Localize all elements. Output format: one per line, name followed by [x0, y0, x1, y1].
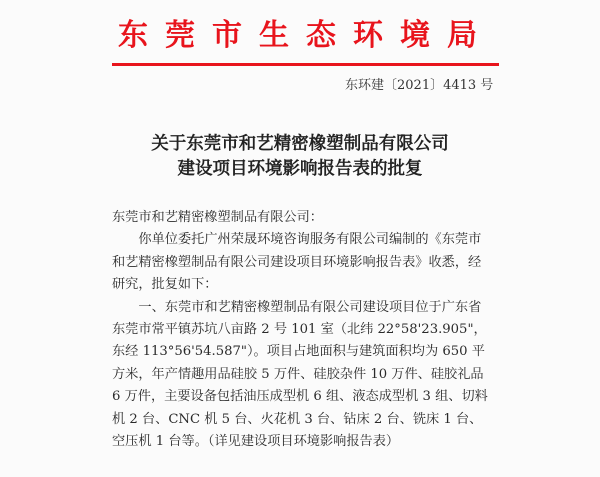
addressee: 东莞市和艺精密橡塑制品有限公司：	[112, 210, 323, 225]
title-line-2: 建设项目环境影响报告表的批复	[177, 159, 423, 179]
document-body	[112, 207, 492, 453]
document-number: 东环建〔2021〕4413 号	[345, 78, 494, 93]
agency-letterhead: 东莞市生态环境局	[118, 18, 494, 53]
document-title	[0, 132, 600, 182]
paragraph-project-info: 一、东莞市和艺精密橡塑制品有限公司建设项目位于广东省东莞市常平镇苏坑八亩路 2 号 101 室（北纬 22°58'23.905"，东经 113°56'54.587"）。项目占地面积与建筑面积均为 650 平方米，年产情趣用品硅胶 5 万件、硅胶杂件 10 万件、硅胶礼品 6 万件，主要设备包括油压成型机 6 组、液态成型机 3 组、切料机 2 台、CNC 机 5 台、火花机 3 台、钻床 2 台、铣床 1 台、空压机 1 台等。（详见建设项目环境影响报告表）	[112, 299, 488, 450]
paragraph-intro: 你单位委托广州荣晟环境咨询服务有限公司编制的《东莞市和艺精密橡塑制品有限公司建设项目环境影响报告表》收悉，经研究，批复如下：	[112, 232, 482, 293]
title-line-1: 关于东莞市和艺精密橡塑制品有限公司	[151, 134, 449, 154]
letterhead-divider	[112, 63, 499, 66]
